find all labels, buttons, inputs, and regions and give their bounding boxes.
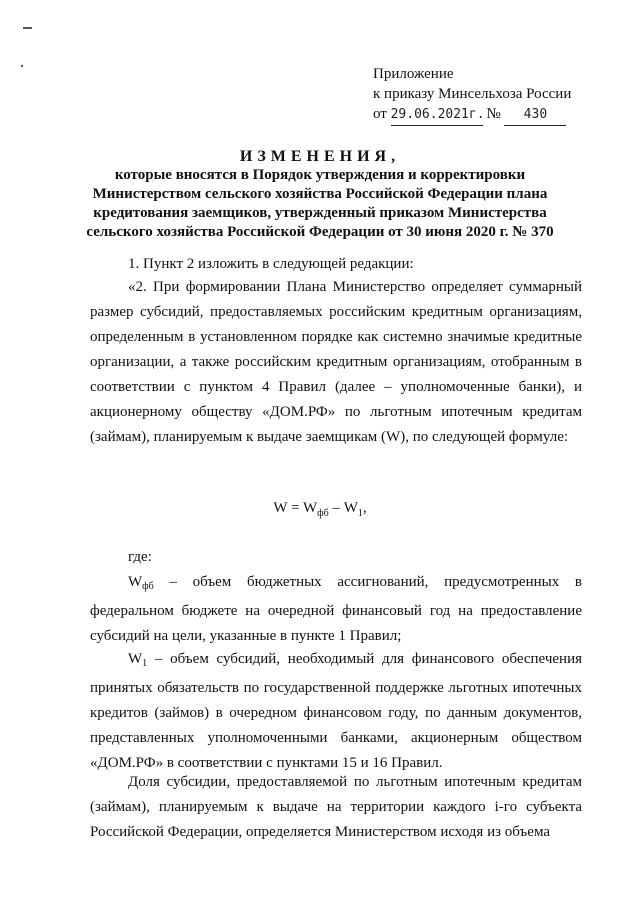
formula-lhs: W = W bbox=[273, 500, 318, 516]
date-prefix: от bbox=[373, 106, 387, 122]
order-reference: к приказу Минсельхоза России bbox=[373, 86, 572, 102]
w1-text: – объем субсидий, необходимый для финансового обеспечения принятых обязательств по государственной поддержке льготных ипотечных кредитов (займов) в очередном финансовом году, по данным документов, представленных уполномоченными банками, акционерным обществом «ДОМ.РФ» в соответствии с пунктами 15 и 16 Правил. bbox=[90, 651, 582, 771]
paragraph-where bbox=[90, 545, 582, 570]
formula-tail: , bbox=[362, 500, 367, 516]
share-text: Доля субсидии, предоставляемой по льготным ипотечным кредитам (займам), планируемым к выдаче на территории каждого i-го субъекта Российской Федерации, определяется Министерством исходя из объема bbox=[90, 774, 582, 840]
paragraph-point-1 bbox=[90, 252, 582, 277]
subtitle-line: кредитования заемщиков, утвержденный приказом Министерства bbox=[93, 205, 547, 221]
order-date: 29.06.2021г. bbox=[391, 105, 483, 126]
order-date-line bbox=[373, 104, 571, 126]
w1-subscript: 1 bbox=[142, 658, 148, 669]
scan-dot bbox=[21, 65, 23, 67]
subtitle-line: Министерством сельского хозяйства Российской Федерации плана bbox=[92, 186, 548, 202]
point-1-text: 1. Пункт 2 изложить в следующей редакции: bbox=[128, 256, 414, 272]
scan-mark bbox=[23, 27, 32, 29]
number-sign: № bbox=[486, 106, 501, 122]
where-text: где: bbox=[128, 549, 152, 565]
subtitle-line: которые вносятся в Порядок утверждения и корректировки bbox=[114, 167, 526, 183]
document-title: ИЗМЕНЕНИЯ, bbox=[239, 148, 401, 165]
quote-text: «2. При формировании Плана Министерство определяет суммарный размер субсидий, предоставляемых российским кредитным организациям, определенным в установленном порядке как системно значимые кредитные организации, а также российским кредитным организациям, отобранным в соответствии с пунктом 4 Правил (далее – уполномоченные банки), и акционерному обществу «ДОМ.РФ» по льготным ипотечным кредитам (займам), планируемым к выдаче заемщикам (W), по следующей формуле: bbox=[90, 279, 582, 445]
wfb-text: – объем бюджетных ассигнований, предусмотренных в федеральном бюджете на очередной финансовый год на предоставление субсидий на цели, указанные в пункте 1 Правил; bbox=[90, 574, 582, 644]
appendix-block bbox=[373, 64, 571, 126]
formula-sub-fb: фб bbox=[317, 508, 329, 519]
document-subtitle bbox=[60, 166, 580, 242]
formula-minus: – W bbox=[328, 500, 358, 516]
paragraph-wfb bbox=[90, 570, 582, 649]
formula bbox=[0, 500, 640, 519]
wfb-subscript: фб bbox=[142, 581, 154, 592]
subtitle-line: сельского хозяйства Российской Федерации от 30 июня 2020 г. № 370 bbox=[86, 224, 554, 240]
wfb-definition bbox=[90, 570, 582, 649]
wfb-symbol: W bbox=[128, 574, 143, 590]
order-number: 430 bbox=[504, 105, 566, 126]
appendix-label: Приложение bbox=[373, 66, 454, 82]
paragraph-quote bbox=[90, 275, 582, 450]
formula-sub-1: 1 bbox=[357, 508, 363, 519]
w1-definition bbox=[90, 647, 582, 776]
paragraph-w1 bbox=[90, 647, 582, 776]
w1-symbol: W bbox=[128, 651, 143, 667]
paragraph-share bbox=[90, 770, 582, 845]
